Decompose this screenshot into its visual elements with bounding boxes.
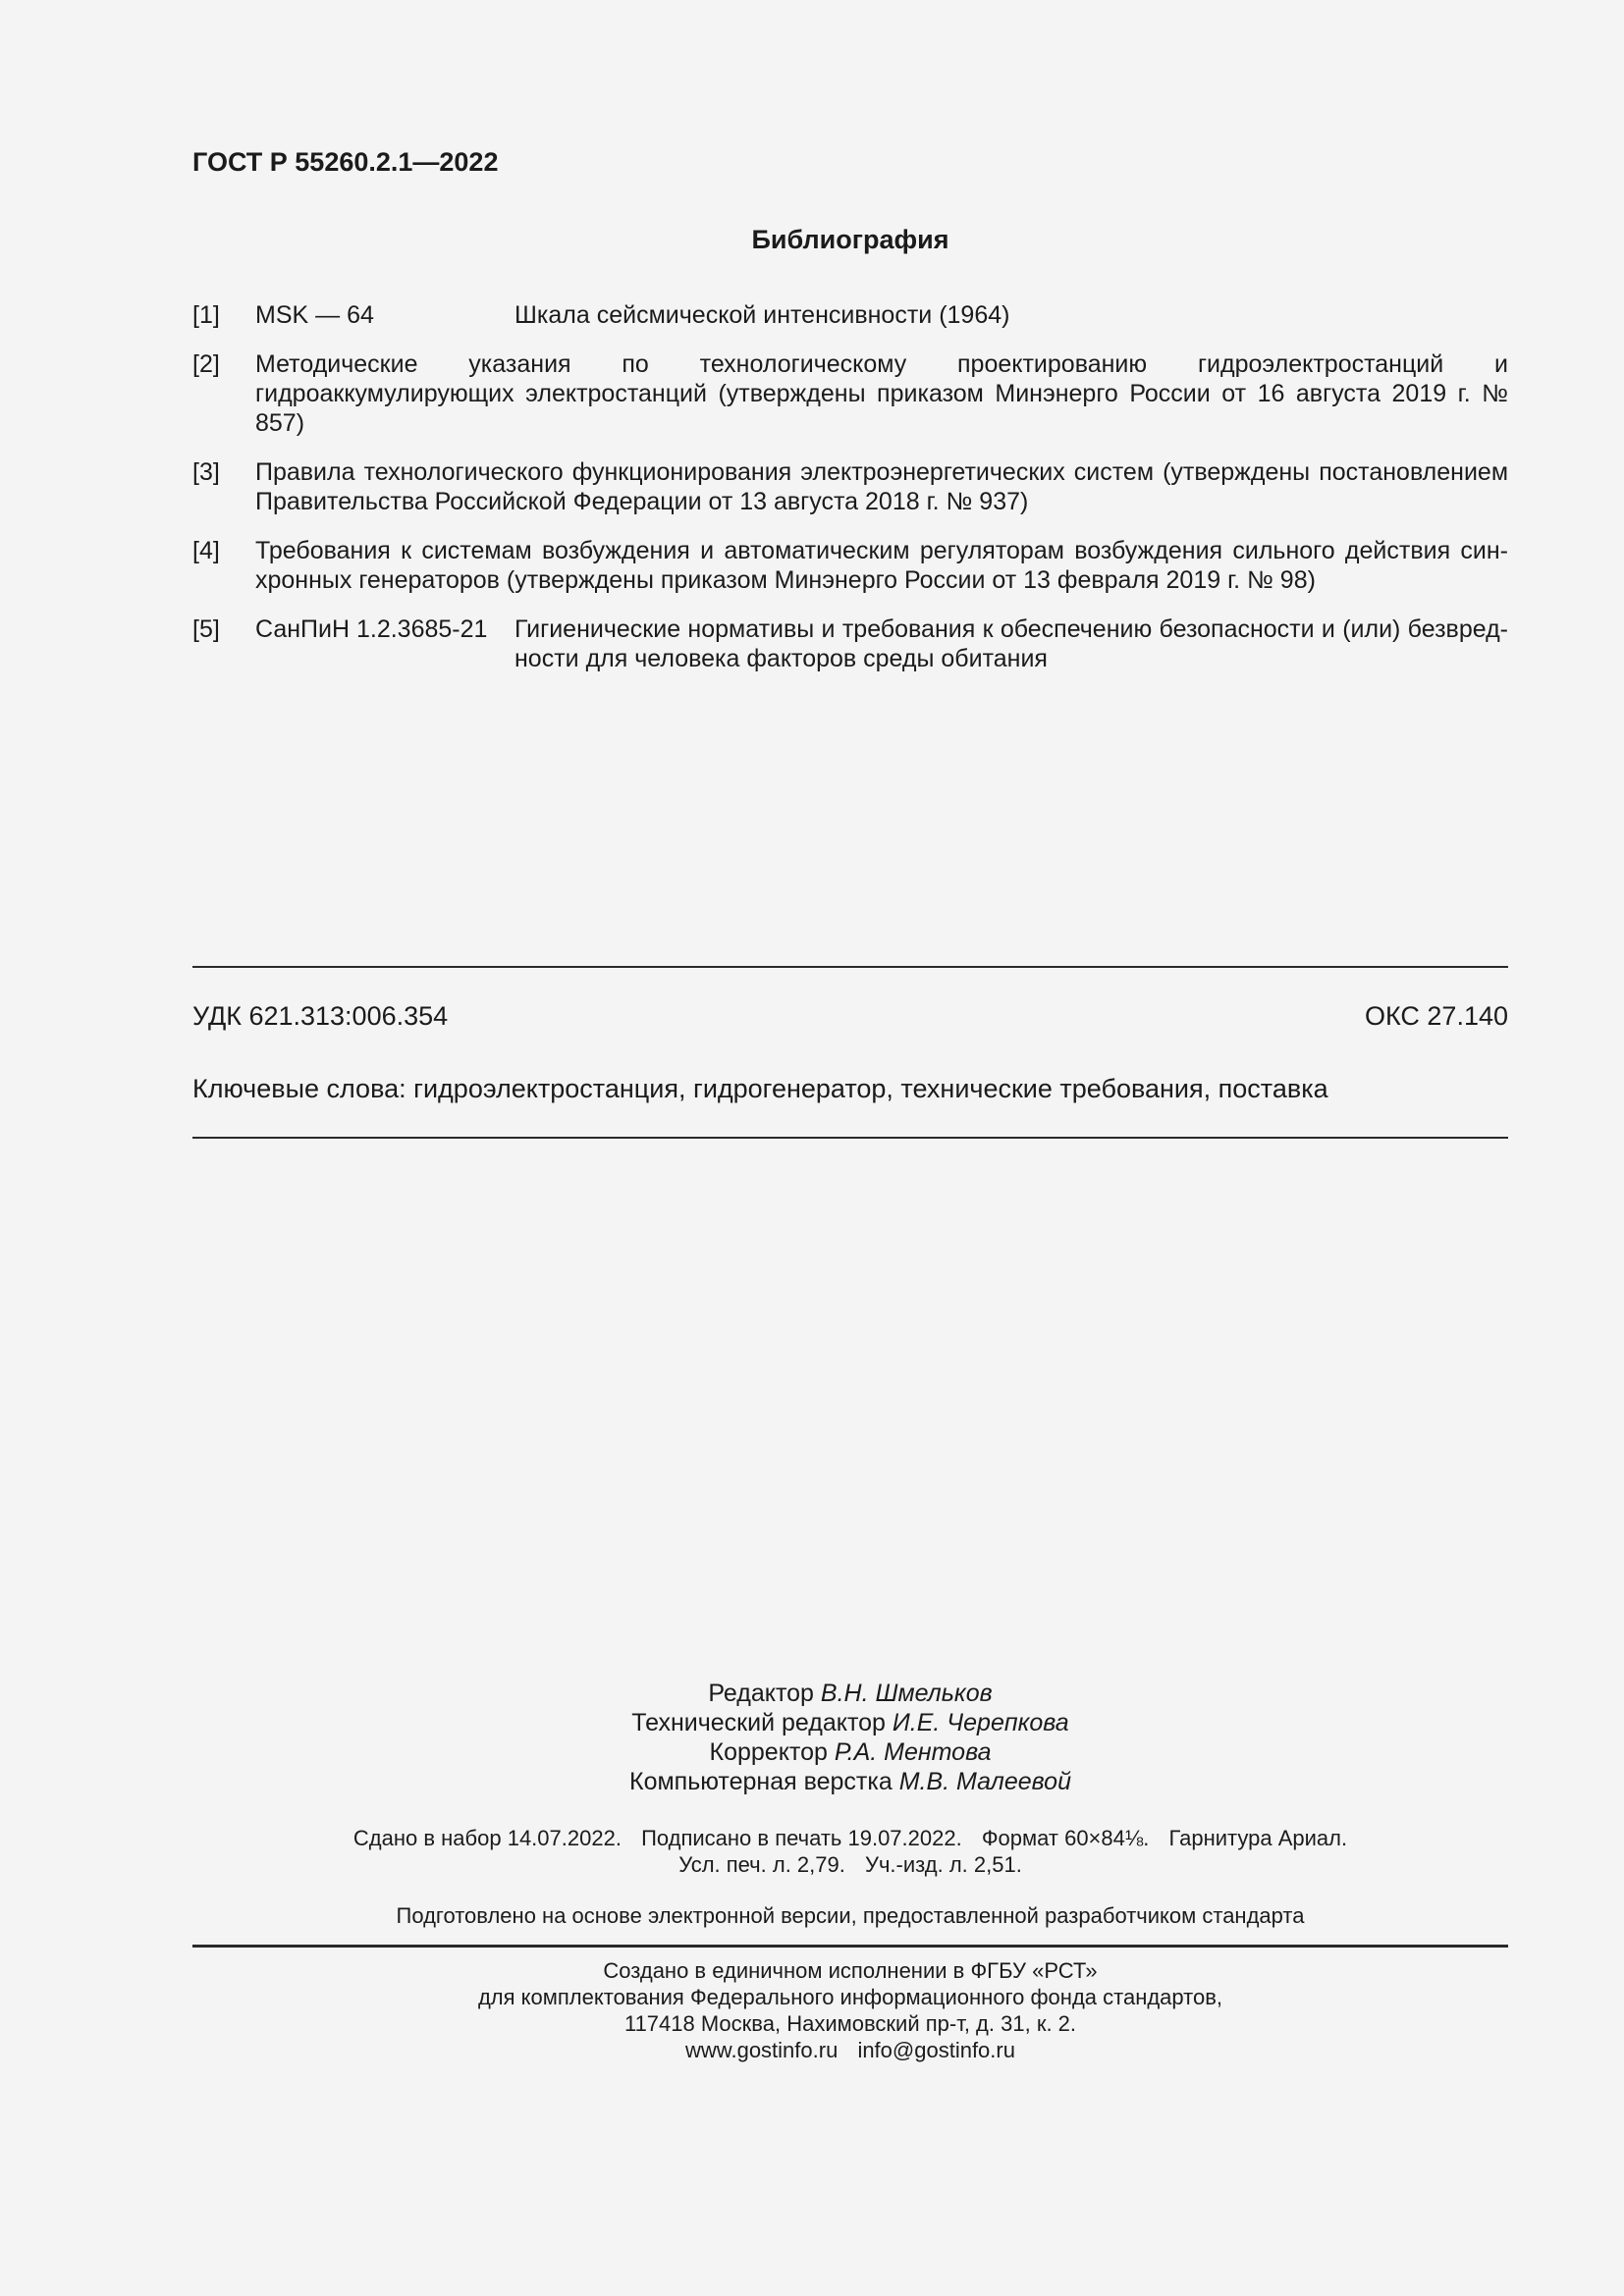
imprint-print-sheets: Усл. печ. л. 2,79. <box>678 1852 845 1877</box>
bottom-divider <box>192 1137 1508 1139</box>
prepared-note: Подготовлено на основе электронной версии, предоставленной разработчиком стандарта <box>396 1903 1305 1928</box>
bibliography-code: MSK — 64 <box>255 301 374 329</box>
publisher-email[interactable]: info@gostinfo.ru <box>857 2038 1015 2062</box>
publisher-website[interactable]: www.gostinfo.ru <box>685 2038 839 2062</box>
imprint-line-2 <box>192 1851 1508 1878</box>
bibliography-number: [3] <box>192 458 220 486</box>
credit-role: Редактор <box>708 1680 814 1707</box>
keywords: Ключевые слова: гидроэлектростанция, гидрогенератор, технические требования, поставка <box>192 1074 1328 1103</box>
publisher-contacts <box>192 2037 1508 2063</box>
imprint-format: Формат 60×84⅛. <box>981 1826 1150 1850</box>
bibliography-number: [4] <box>192 537 220 564</box>
bibliography-number: [5] <box>192 615 220 643</box>
bibliography-text: Методические указания по технологическому проектированию гидроэлектростанций и гидроаккумулирующих электростанций (утверждены приказом Минэнерго России от 16 августа 2019 г. № 857) <box>255 350 1508 437</box>
bibliography-number: [2] <box>192 350 220 378</box>
credit-name: В.Н. Шмельков <box>820 1680 993 1707</box>
credit-name: Р.А. Ментова <box>834 1738 992 1766</box>
credit-name: И.Е. Черепкова <box>892 1709 1069 1736</box>
publisher-block <box>192 1957 1508 2063</box>
credit-role: Компьютерная верстка <box>629 1768 893 1795</box>
bibliography-item-3 <box>192 457 1508 516</box>
publisher-line-2: для комплектования Федерального информационного фонда стандартов, <box>477 1985 1223 2009</box>
bibliography-text: Гигиенические нормативы и требования к обеспечению безопасности и (или) безвредности для человека факторов среды обитания <box>514 615 1508 672</box>
imprint-typeset: Сдано в набор 14.07.2022. <box>352 1826 622 1850</box>
bibliography-text: Правила технологического функционирования электроэнергетических систем (утверждены постановлением Правительства Российской Федерации от 13 августа 2018 г. № 937) <box>255 458 1508 515</box>
publisher-divider <box>192 1945 1508 1948</box>
bibliography-text: Шкала сейсмической интенсивности (1964) <box>514 301 1010 329</box>
credit-role: Корректор <box>709 1738 828 1766</box>
bibliography-item-2 <box>192 349 1508 438</box>
credit-name: М.В. Малеевой <box>898 1768 1071 1795</box>
credit-editor <box>192 1679 1508 1708</box>
bibliography-number: [1] <box>192 301 220 329</box>
bibliography-list <box>192 300 1508 693</box>
udk-code: УДК 621.313:006.354 <box>192 1001 449 1031</box>
credit-technical-editor <box>192 1708 1508 1737</box>
credit-role: Технический редактор <box>631 1709 886 1736</box>
bibliography-text: Требования к системам возбуждения и автоматическим регуляторам возбуждения сильного действия синхронных генераторов (утверждены приказом Минэнерго России от 13 февраля 2019 г. № 98) <box>255 537 1508 594</box>
credit-proofreader <box>192 1737 1508 1767</box>
credit-layout <box>192 1767 1508 1796</box>
bibliography-code: СанПиН 1.2.3685-21 <box>255 615 488 643</box>
bibliography-item-1 <box>192 300 1508 330</box>
publisher-address: 117418 Москва, Нахимовский пр-т, д. 31, к. 2. <box>623 2011 1077 2036</box>
imprint-line-1 <box>192 1825 1508 1851</box>
credits-block <box>192 1679 1508 1796</box>
imprint-block <box>192 1825 1508 1878</box>
imprint-typeface: Гарнитура Ариал. <box>1168 1826 1348 1850</box>
top-divider <box>192 966 1508 968</box>
bibliography-item-5 <box>192 614 1508 673</box>
oks-code: ОКС 27.140 <box>1364 1001 1508 1031</box>
bibliography-item-4 <box>192 536 1508 595</box>
publisher-line-1: Создано в единичном исполнении в ФГБУ «РСТ» <box>603 1958 1098 1983</box>
bibliography-title: Библиография <box>751 225 949 254</box>
standard-code: ГОСТ Р 55260.2.1—2022 <box>192 147 499 177</box>
imprint-publisher-sheets: Уч.-изд. л. 2,51. <box>864 1852 1022 1877</box>
imprint-signed: Подписано в печать 19.07.2022. <box>641 1826 962 1850</box>
